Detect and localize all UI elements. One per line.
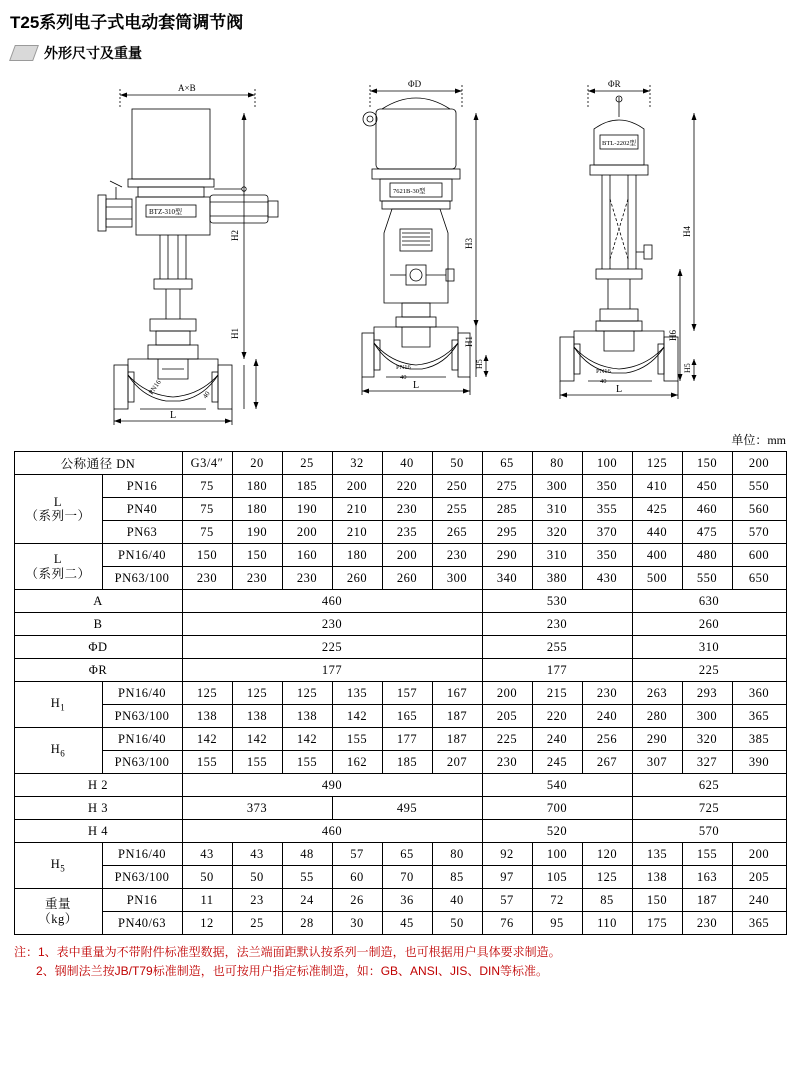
table-row bbox=[14, 820, 786, 843]
row-group-label: L bbox=[53, 552, 63, 567]
row-group-l-series2 bbox=[14, 544, 102, 590]
table-row bbox=[14, 544, 786, 567]
cell: 187 bbox=[432, 728, 482, 751]
cell: 190 bbox=[232, 521, 282, 544]
table-row bbox=[14, 682, 786, 705]
cell: 220 bbox=[382, 475, 432, 498]
cell: 230 bbox=[382, 498, 432, 521]
cell: 320 bbox=[682, 728, 732, 751]
row-label-h2: H 2 bbox=[14, 774, 182, 797]
table-row bbox=[14, 567, 786, 590]
cell: 50 bbox=[432, 912, 482, 935]
cell: 256 bbox=[582, 728, 632, 751]
cell: 187 bbox=[432, 705, 482, 728]
cell: 540 bbox=[482, 774, 632, 797]
cell: 167 bbox=[432, 682, 482, 705]
footnote-1: 注：1、表中重量为不带附件标准型数据，法兰端面距默认按系列一制造，也可根据用户具体要求制造。 bbox=[14, 945, 561, 959]
cell: 157 bbox=[382, 682, 432, 705]
cell: 45 bbox=[382, 912, 432, 935]
cell: 450 bbox=[682, 475, 732, 498]
cell: 125 bbox=[582, 866, 632, 889]
cell: 300 bbox=[532, 475, 582, 498]
cell: 105 bbox=[532, 866, 582, 889]
header-dn-label: 公称通径 DN bbox=[14, 452, 182, 475]
cell: 355 bbox=[582, 498, 632, 521]
cell: 55 bbox=[282, 866, 332, 889]
cell: 120 bbox=[582, 843, 632, 866]
cell: 520 bbox=[482, 820, 632, 843]
cell: 225 bbox=[482, 728, 532, 751]
cell: 40 bbox=[432, 889, 482, 912]
cell: 65 bbox=[382, 843, 432, 866]
cell: 60 bbox=[332, 866, 382, 889]
table-row bbox=[14, 498, 786, 521]
cell: 163 bbox=[682, 866, 732, 889]
cell: 275 bbox=[482, 475, 532, 498]
cell: 142 bbox=[232, 728, 282, 751]
cell: 267 bbox=[582, 751, 632, 774]
table-row bbox=[14, 797, 786, 820]
row-label-b: B bbox=[14, 613, 182, 636]
table-row bbox=[14, 475, 786, 498]
cell: 310 bbox=[632, 636, 786, 659]
col-header: 32 bbox=[332, 452, 382, 475]
cell: 385 bbox=[732, 728, 786, 751]
row-label: PN40 bbox=[102, 498, 182, 521]
cell: 725 bbox=[632, 797, 786, 820]
row-label: PN63 bbox=[102, 521, 182, 544]
cell: 207 bbox=[432, 751, 482, 774]
cell: 550 bbox=[732, 475, 786, 498]
table-row bbox=[14, 521, 786, 544]
cell: 155 bbox=[332, 728, 382, 751]
svg-text:PN16: PN16 bbox=[596, 368, 611, 375]
cell: 327 bbox=[682, 751, 732, 774]
cell: 650 bbox=[732, 567, 786, 590]
cell: 138 bbox=[232, 705, 282, 728]
col-header: 40 bbox=[382, 452, 432, 475]
cell: 185 bbox=[382, 751, 432, 774]
cell: 230 bbox=[682, 912, 732, 935]
row-group-weight bbox=[14, 889, 102, 935]
cell: 190 bbox=[282, 498, 332, 521]
valve-drawings-svg bbox=[10, 69, 790, 429]
cell: 320 bbox=[532, 521, 582, 544]
cell: 187 bbox=[682, 889, 732, 912]
cell: 530 bbox=[482, 590, 632, 613]
row-label: PN40/63 bbox=[102, 912, 182, 935]
svg-text:H1: H1 bbox=[230, 328, 240, 339]
table-row bbox=[14, 866, 786, 889]
row-group-label: H bbox=[50, 857, 61, 872]
row-label: PN16/40 bbox=[102, 728, 182, 751]
row-group-sub: 6 bbox=[60, 748, 66, 759]
cell: 460 bbox=[182, 820, 482, 843]
cell: 365 bbox=[732, 912, 786, 935]
row-group-label: H bbox=[50, 742, 61, 757]
col-header: 100 bbox=[582, 452, 632, 475]
cell: 70 bbox=[382, 866, 432, 889]
cell: 310 bbox=[532, 498, 582, 521]
cell: 180 bbox=[332, 544, 382, 567]
row-group-label: L bbox=[53, 494, 63, 509]
cell: 260 bbox=[332, 567, 382, 590]
col-header: G3/4″ bbox=[182, 452, 232, 475]
col-header: 50 bbox=[432, 452, 482, 475]
col-header: 20 bbox=[232, 452, 282, 475]
cell: 380 bbox=[532, 567, 582, 590]
cell: 290 bbox=[482, 544, 532, 567]
cell: 300 bbox=[432, 567, 482, 590]
row-label: PN63/100 bbox=[102, 705, 182, 728]
col-header: 65 bbox=[482, 452, 532, 475]
cell: 155 bbox=[232, 751, 282, 774]
cell: 245 bbox=[532, 751, 582, 774]
row-label: PN16 bbox=[102, 889, 182, 912]
svg-text:BTZ-310型: BTZ-310型 bbox=[149, 208, 183, 216]
cell: 162 bbox=[332, 751, 382, 774]
row-group-sublabel: （系列二） bbox=[25, 566, 91, 581]
cell: 48 bbox=[282, 843, 332, 866]
cell: 175 bbox=[632, 912, 682, 935]
section-heading-label: 外形尺寸及重量 bbox=[44, 45, 142, 61]
cell: 80 bbox=[432, 843, 482, 866]
cell: 290 bbox=[632, 728, 682, 751]
row-label-h3: H 3 bbox=[14, 797, 182, 820]
cell: 155 bbox=[282, 751, 332, 774]
cell: 500 bbox=[632, 567, 682, 590]
svg-text:ΦR: ΦR bbox=[608, 79, 621, 89]
row-group-label: 重量 bbox=[44, 897, 71, 912]
svg-text:PN16: PN16 bbox=[147, 378, 163, 397]
table-row bbox=[14, 613, 786, 636]
svg-text:H3: H3 bbox=[464, 238, 474, 249]
row-label-phi-d: ΦD bbox=[14, 636, 182, 659]
cell: 230 bbox=[282, 567, 332, 590]
cell: 210 bbox=[332, 521, 382, 544]
row-group-label: H bbox=[50, 696, 61, 711]
cell: 142 bbox=[332, 705, 382, 728]
cell: 285 bbox=[482, 498, 532, 521]
cell: 230 bbox=[232, 567, 282, 590]
cell: 365 bbox=[732, 705, 786, 728]
row-group-sublabel: （系列一） bbox=[25, 509, 91, 523]
cell: 373 bbox=[182, 797, 332, 820]
svg-text:ΦD: ΦD bbox=[408, 79, 422, 89]
svg-text:7621B-30型: 7621B-30型 bbox=[393, 188, 426, 195]
table-row bbox=[14, 912, 786, 935]
cell: 180 bbox=[232, 498, 282, 521]
cell: 230 bbox=[582, 682, 632, 705]
row-label-h4: H 4 bbox=[14, 820, 182, 843]
row-label: PN63/100 bbox=[102, 866, 182, 889]
table-row bbox=[14, 889, 786, 912]
cell: 425 bbox=[632, 498, 682, 521]
cell: 625 bbox=[632, 774, 786, 797]
svg-text:40: 40 bbox=[201, 389, 212, 401]
cell: 177 bbox=[182, 659, 482, 682]
cell: 142 bbox=[282, 728, 332, 751]
col-header: 125 bbox=[632, 452, 682, 475]
col-header: 25 bbox=[282, 452, 332, 475]
cell: 25 bbox=[232, 912, 282, 935]
row-group-sub: 5 bbox=[60, 863, 66, 874]
cell: 85 bbox=[432, 866, 482, 889]
row-group-h5 bbox=[14, 843, 102, 889]
cell: 72 bbox=[532, 889, 582, 912]
table-row bbox=[14, 705, 786, 728]
cell: 350 bbox=[582, 544, 632, 567]
cell: 235 bbox=[382, 521, 432, 544]
cell: 307 bbox=[632, 751, 682, 774]
cell: 390 bbox=[732, 751, 786, 774]
cell: 125 bbox=[232, 682, 282, 705]
cell: 350 bbox=[582, 475, 632, 498]
row-group-sublabel: （kg） bbox=[38, 911, 78, 926]
cell: 260 bbox=[632, 613, 786, 636]
cell: 57 bbox=[332, 843, 382, 866]
svg-text:40: 40 bbox=[600, 378, 607, 385]
row-group-sub: 1 bbox=[60, 702, 66, 713]
cell: 300 bbox=[682, 705, 732, 728]
cell: 440 bbox=[632, 521, 682, 544]
cell: 700 bbox=[482, 797, 632, 820]
cell: 205 bbox=[732, 866, 786, 889]
row-label: PN16/40 bbox=[102, 544, 182, 567]
cell: 550 bbox=[682, 567, 732, 590]
cell: 480 bbox=[682, 544, 732, 567]
section-heading bbox=[0, 39, 800, 65]
svg-text:H1: H1 bbox=[464, 336, 474, 347]
cell: 110 bbox=[582, 912, 632, 935]
svg-text:L: L bbox=[413, 380, 420, 391]
svg-text:H5: H5 bbox=[683, 363, 692, 373]
unit-note: 单位：mm bbox=[731, 433, 786, 447]
cell: 630 bbox=[632, 590, 786, 613]
cell: 28 bbox=[282, 912, 332, 935]
page-title: T25系列电子式电动套筒调节阀 bbox=[10, 13, 244, 32]
cell: 230 bbox=[182, 613, 482, 636]
row-label: PN16/40 bbox=[102, 682, 182, 705]
cell: 340 bbox=[482, 567, 532, 590]
cell: 200 bbox=[332, 475, 382, 498]
cell: 92 bbox=[482, 843, 532, 866]
cell: 138 bbox=[632, 866, 682, 889]
cell: 75 bbox=[182, 475, 232, 498]
cell: 12 bbox=[182, 912, 232, 935]
svg-text:PN16: PN16 bbox=[396, 364, 411, 371]
cell: 155 bbox=[182, 751, 232, 774]
cell: 200 bbox=[282, 521, 332, 544]
cell: 135 bbox=[332, 682, 382, 705]
cell: 240 bbox=[532, 728, 582, 751]
row-group-h6 bbox=[14, 728, 102, 774]
cell: 150 bbox=[632, 889, 682, 912]
cell: 265 bbox=[432, 521, 482, 544]
cell: 430 bbox=[582, 567, 632, 590]
cell: 125 bbox=[182, 682, 232, 705]
table-row bbox=[14, 590, 786, 613]
cell: 240 bbox=[732, 889, 786, 912]
cell: 600 bbox=[732, 544, 786, 567]
cell: 155 bbox=[682, 843, 732, 866]
cell: 240 bbox=[582, 705, 632, 728]
cell: 135 bbox=[632, 843, 682, 866]
cell: 138 bbox=[282, 705, 332, 728]
cell: 400 bbox=[632, 544, 682, 567]
table-row bbox=[14, 843, 786, 866]
cell: 180 bbox=[232, 475, 282, 498]
footnotes bbox=[14, 943, 788, 980]
svg-text:H5: H5 bbox=[475, 359, 484, 369]
cell: 490 bbox=[182, 774, 482, 797]
cell: 11 bbox=[182, 889, 232, 912]
cell: 293 bbox=[682, 682, 732, 705]
table-header-row bbox=[14, 452, 786, 475]
cell: 255 bbox=[432, 498, 482, 521]
cell: 160 bbox=[282, 544, 332, 567]
cell: 460 bbox=[682, 498, 732, 521]
svg-text:H4: H4 bbox=[682, 226, 692, 237]
cell: 177 bbox=[382, 728, 432, 751]
table-row bbox=[14, 751, 786, 774]
cell: 138 bbox=[182, 705, 232, 728]
cell: 560 bbox=[732, 498, 786, 521]
footnote-2: 2、钢制法兰按JB/T79标准制造，也可按用户指定标准制造，如：GB、ANSI、JIS、DIN等标准。 bbox=[36, 963, 549, 978]
row-group-h1 bbox=[14, 682, 102, 728]
cell: 205 bbox=[482, 705, 532, 728]
cell: 230 bbox=[482, 751, 532, 774]
row-label: PN16/40 bbox=[102, 843, 182, 866]
cell: 495 bbox=[332, 797, 482, 820]
col-header: 150 bbox=[682, 452, 732, 475]
cell: 360 bbox=[732, 682, 786, 705]
cell: 570 bbox=[632, 820, 786, 843]
svg-text:A×B: A×B bbox=[178, 83, 196, 93]
table-row bbox=[14, 636, 786, 659]
cell: 177 bbox=[482, 659, 632, 682]
cell: 75 bbox=[182, 498, 232, 521]
svg-text:L: L bbox=[170, 410, 177, 421]
cell: 280 bbox=[632, 705, 682, 728]
row-label: PN16 bbox=[102, 475, 182, 498]
row-label-phi-r: ΦR bbox=[14, 659, 182, 682]
cell: 43 bbox=[182, 843, 232, 866]
cell: 210 bbox=[332, 498, 382, 521]
cell: 220 bbox=[532, 705, 582, 728]
section-marker-icon bbox=[9, 45, 39, 61]
cell: 260 bbox=[382, 567, 432, 590]
col-header: 80 bbox=[532, 452, 582, 475]
cell: 200 bbox=[482, 682, 532, 705]
row-label: PN63/100 bbox=[102, 751, 182, 774]
cell: 225 bbox=[182, 636, 482, 659]
cell: 85 bbox=[582, 889, 632, 912]
cell: 125 bbox=[282, 682, 332, 705]
cell: 370 bbox=[582, 521, 632, 544]
cell: 97 bbox=[482, 866, 532, 889]
row-label: PN63/100 bbox=[102, 567, 182, 590]
svg-text:H2: H2 bbox=[230, 230, 240, 241]
table-row bbox=[14, 728, 786, 751]
cell: 75 bbox=[182, 521, 232, 544]
cell: 30 bbox=[332, 912, 382, 935]
technical-drawing bbox=[10, 69, 790, 429]
table-row bbox=[14, 774, 786, 797]
cell: 50 bbox=[232, 866, 282, 889]
cell: 165 bbox=[382, 705, 432, 728]
svg-text:L: L bbox=[616, 384, 623, 395]
cell: 255 bbox=[482, 636, 632, 659]
cell: 410 bbox=[632, 475, 682, 498]
cell: 23 bbox=[232, 889, 282, 912]
svg-text:40: 40 bbox=[400, 374, 407, 381]
col-header: 200 bbox=[732, 452, 786, 475]
cell: 150 bbox=[232, 544, 282, 567]
cell: 200 bbox=[382, 544, 432, 567]
cell: 230 bbox=[182, 567, 232, 590]
cell: 295 bbox=[482, 521, 532, 544]
cell: 57 bbox=[482, 889, 532, 912]
cell: 310 bbox=[532, 544, 582, 567]
cell: 36 bbox=[382, 889, 432, 912]
cell: 150 bbox=[182, 544, 232, 567]
cell: 225 bbox=[632, 659, 786, 682]
table-row bbox=[14, 659, 786, 682]
cell: 460 bbox=[182, 590, 482, 613]
svg-text:BTL-2202型: BTL-2202型 bbox=[602, 140, 636, 147]
cell: 26 bbox=[332, 889, 382, 912]
cell: 250 bbox=[432, 475, 482, 498]
cell: 230 bbox=[432, 544, 482, 567]
cell: 570 bbox=[732, 521, 786, 544]
cell: 24 bbox=[282, 889, 332, 912]
cell: 142 bbox=[182, 728, 232, 751]
cell: 263 bbox=[632, 682, 682, 705]
cell: 230 bbox=[482, 613, 632, 636]
row-group-l-series1 bbox=[14, 475, 102, 544]
cell: 76 bbox=[482, 912, 532, 935]
svg-text:H6: H6 bbox=[668, 330, 678, 341]
cell: 200 bbox=[732, 843, 786, 866]
cell: 50 bbox=[182, 866, 232, 889]
cell: 185 bbox=[282, 475, 332, 498]
cell: 100 bbox=[532, 843, 582, 866]
cell: 475 bbox=[682, 521, 732, 544]
cell: 43 bbox=[232, 843, 282, 866]
row-label-a: A bbox=[14, 590, 182, 613]
cell: 215 bbox=[532, 682, 582, 705]
dimensions-table bbox=[14, 451, 787, 935]
cell: 95 bbox=[532, 912, 582, 935]
